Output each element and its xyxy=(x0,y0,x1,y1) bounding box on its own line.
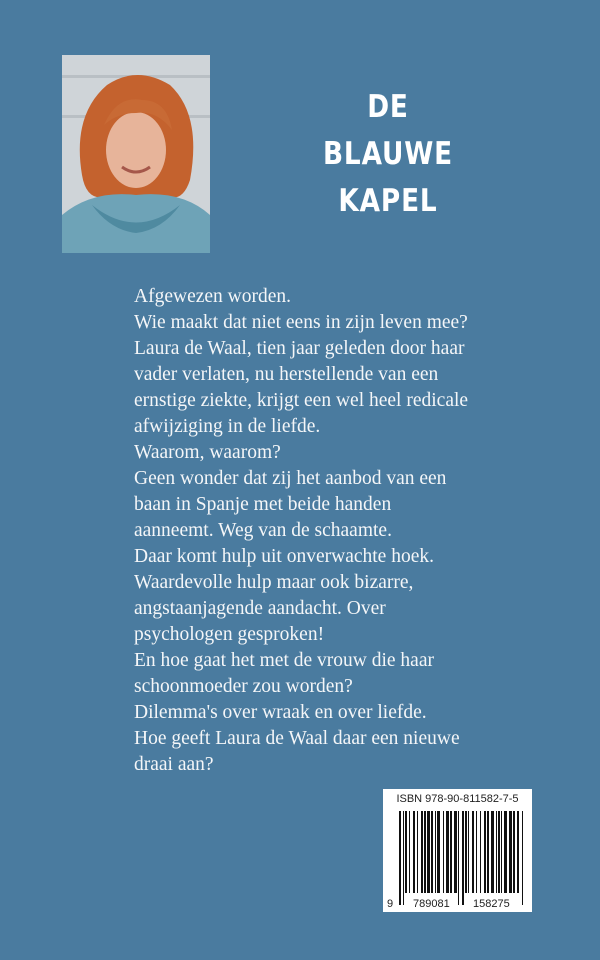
barcode-digits-left: 789081 xyxy=(413,898,450,910)
isbn-barcode xyxy=(383,789,532,912)
barcode-bar xyxy=(421,811,423,893)
barcode-bar xyxy=(504,811,507,893)
barcode-bar xyxy=(399,811,401,905)
title-line: BLAUWE xyxy=(322,136,454,172)
barcode-digit-first: 9 xyxy=(387,898,394,910)
blurb-line: Geen wonder dat zij het aanbod van een xyxy=(134,468,447,489)
blurb-text xyxy=(134,284,468,778)
barcode-bar xyxy=(501,811,502,893)
barcode-bar xyxy=(446,811,449,893)
barcode-bar xyxy=(509,811,512,893)
blurb-line: En hoe gaat het met de vrouw die haar xyxy=(134,650,434,671)
barcode-bar xyxy=(450,811,452,893)
barcode-bar xyxy=(517,811,519,893)
barcode-bar xyxy=(424,811,426,893)
barcode-bar xyxy=(427,811,430,893)
barcode-bar xyxy=(465,811,467,893)
barcode-bar xyxy=(472,811,474,893)
title-line: DE xyxy=(367,89,409,125)
barcode-bar xyxy=(458,811,459,905)
blurb-line: Daar komt hulp uit onverwachte hoek. xyxy=(134,546,434,567)
author-photo xyxy=(62,55,210,253)
barcode-bar xyxy=(496,811,497,893)
barcode-bar xyxy=(491,811,494,893)
barcode-bar xyxy=(409,811,410,893)
blurb-line: baan in Spanje met beide handen xyxy=(134,494,392,515)
blurb-line: angstaanjagende aandacht. Over xyxy=(134,598,386,619)
barcode-bars xyxy=(399,811,523,905)
barcode-bar xyxy=(405,811,407,893)
blurb-line: Laura de Waal, tien jaar geleden door haar xyxy=(134,338,465,359)
author-portrait-image xyxy=(62,55,210,253)
title-line: KAPEL xyxy=(338,183,438,219)
blurb-line: psychologen gesproken! xyxy=(134,624,325,645)
barcode-bar xyxy=(468,811,469,893)
barcode-bar xyxy=(522,811,523,905)
blurb-line: aanneemt. Weg van de schaamte. xyxy=(134,520,392,541)
blurb-line: draai aan? xyxy=(134,754,214,775)
barcode-bar xyxy=(462,811,464,905)
blurb-line: Waarom, waarom? xyxy=(134,442,281,463)
blurb-line: Waardevolle hulp maar ook bizarre, xyxy=(134,572,414,593)
blurb-line: ernstige ziekte, krijgt een wel heel redicale xyxy=(134,390,469,411)
blurb-line: Dilemma's over wraak en over liefde. xyxy=(134,702,427,723)
barcode-digits-right: 158275 xyxy=(473,898,510,910)
barcode-bar xyxy=(413,811,415,893)
blurb-line: schoonmoeder zou worden? xyxy=(134,676,353,697)
barcode-bar xyxy=(417,811,418,893)
barcode-bar xyxy=(443,811,444,893)
barcode-bar xyxy=(454,811,457,893)
barcode-bar xyxy=(484,811,486,893)
book-title xyxy=(313,84,463,225)
isbn-text: ISBN 978-90-811582-7-5 xyxy=(396,793,519,805)
barcode-bar xyxy=(437,811,440,893)
barcode-bar xyxy=(480,811,481,893)
barcode-bar xyxy=(487,811,489,893)
barcode-bar xyxy=(403,811,404,905)
barcode-bar xyxy=(513,811,515,893)
blurb-line: Hoe geeft Laura de Waal daar een nieuwe xyxy=(134,728,460,749)
barcode-bar xyxy=(498,811,500,893)
blurb-line: vader verlaten, nu herstellende van een xyxy=(134,364,439,385)
barcode-bar xyxy=(435,811,436,893)
blurb-line: Afgewezen worden. xyxy=(134,286,292,307)
barcode-bar xyxy=(431,811,433,893)
barcode-bar xyxy=(476,811,477,893)
blurb-line: Wie maakt dat niet eens in zijn leven mee? xyxy=(134,312,468,333)
blurb-line: afwijziging in de liefde. xyxy=(134,416,321,437)
